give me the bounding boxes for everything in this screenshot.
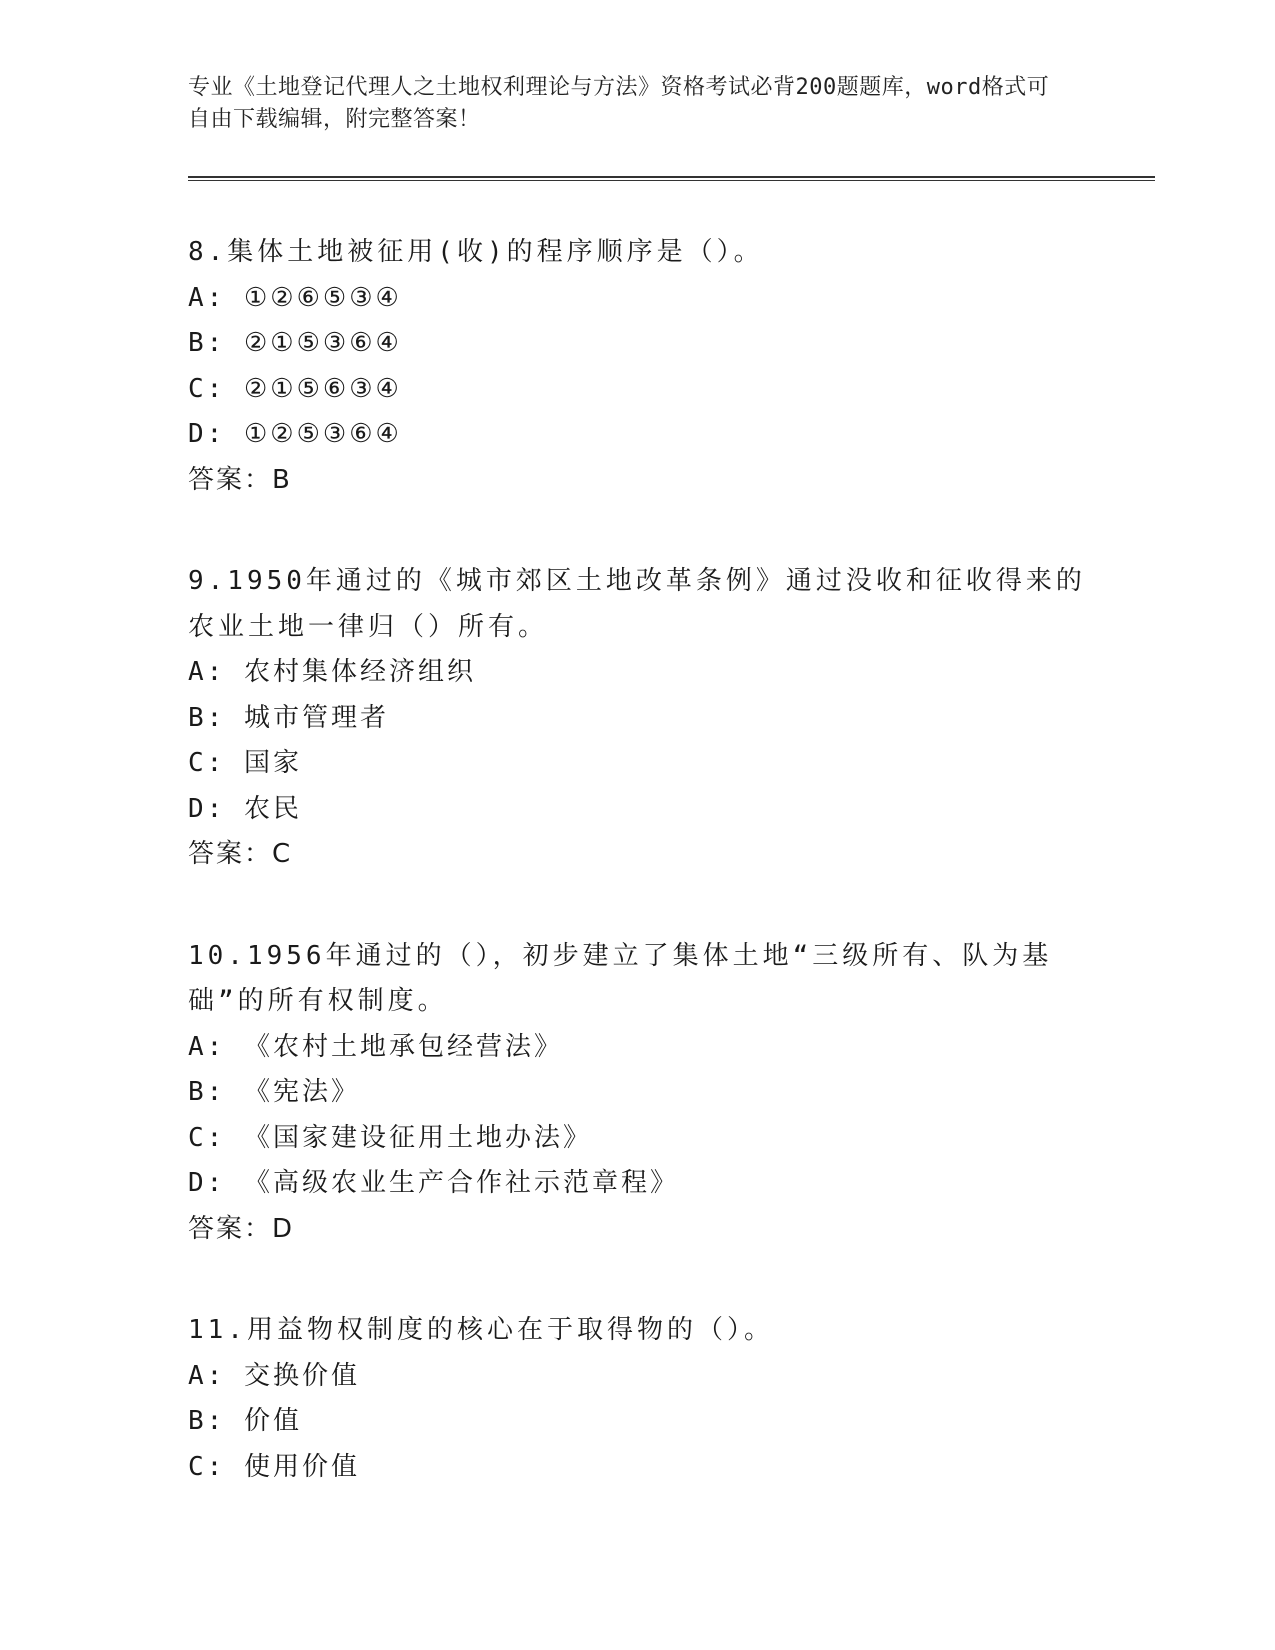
- question-stem: 10.1956年通过的（），初步建立了集体土地“三级所有、队为基础”的所有权制度。: [188, 940, 1053, 1016]
- answer-line: 答案：B: [188, 464, 292, 495]
- document-header: 专业《土地登记代理人之土地权利理论与方法》资格考试必背200题题库，word格式可自由下载编辑，附完整答案！: [188, 75, 1050, 132]
- answer-line: 答案：C: [188, 839, 293, 869]
- question-10: [188, 934, 1088, 1253]
- question-list: [188, 230, 1088, 1546]
- question-8: [188, 230, 1088, 503]
- option-c: C: 使用价值: [188, 1451, 360, 1482]
- option-c: C: 《国家建设征用土地办法》: [188, 1122, 592, 1153]
- option-b: B: 城市管理者: [188, 702, 389, 733]
- option-b: B: ②①⑤③⑥④: [188, 328, 402, 358]
- question-stem: 9.1950年通过的《城市郊区土地改革条例》通过没收和征收得来的农业土地一律归（）所有。: [188, 566, 1086, 642]
- option-b: B: 价值: [188, 1406, 302, 1436]
- question-stem: 11.用益物权制度的核心在于取得物的（）。: [188, 1315, 774, 1345]
- option-a: A: 农村集体经济组织: [188, 657, 476, 687]
- option-b: B: 《宪法》: [188, 1077, 360, 1107]
- option-a: A: 交换价值: [188, 1360, 360, 1391]
- option-d: D: ①②⑤③⑥④: [188, 419, 402, 449]
- answer-line: 答案：D: [188, 1213, 295, 1244]
- question-stem: 8.集体土地被征用(收)的程序顺序是（）。: [188, 237, 764, 267]
- header-divider: [188, 176, 1155, 181]
- question-9: [188, 559, 1088, 878]
- option-c: C: 国家: [188, 748, 302, 778]
- option-d: D: 《高级农业生产合作社示范章程》: [188, 1168, 679, 1198]
- question-11: [188, 1308, 1088, 1490]
- option-c: C: ②①⑤⑥③④: [188, 373, 402, 404]
- option-a: A: ①②⑥⑤③④: [188, 282, 402, 313]
- option-a: A: 《农村土地承包经营法》: [188, 1031, 563, 1062]
- option-d: D: 农民: [188, 793, 302, 824]
